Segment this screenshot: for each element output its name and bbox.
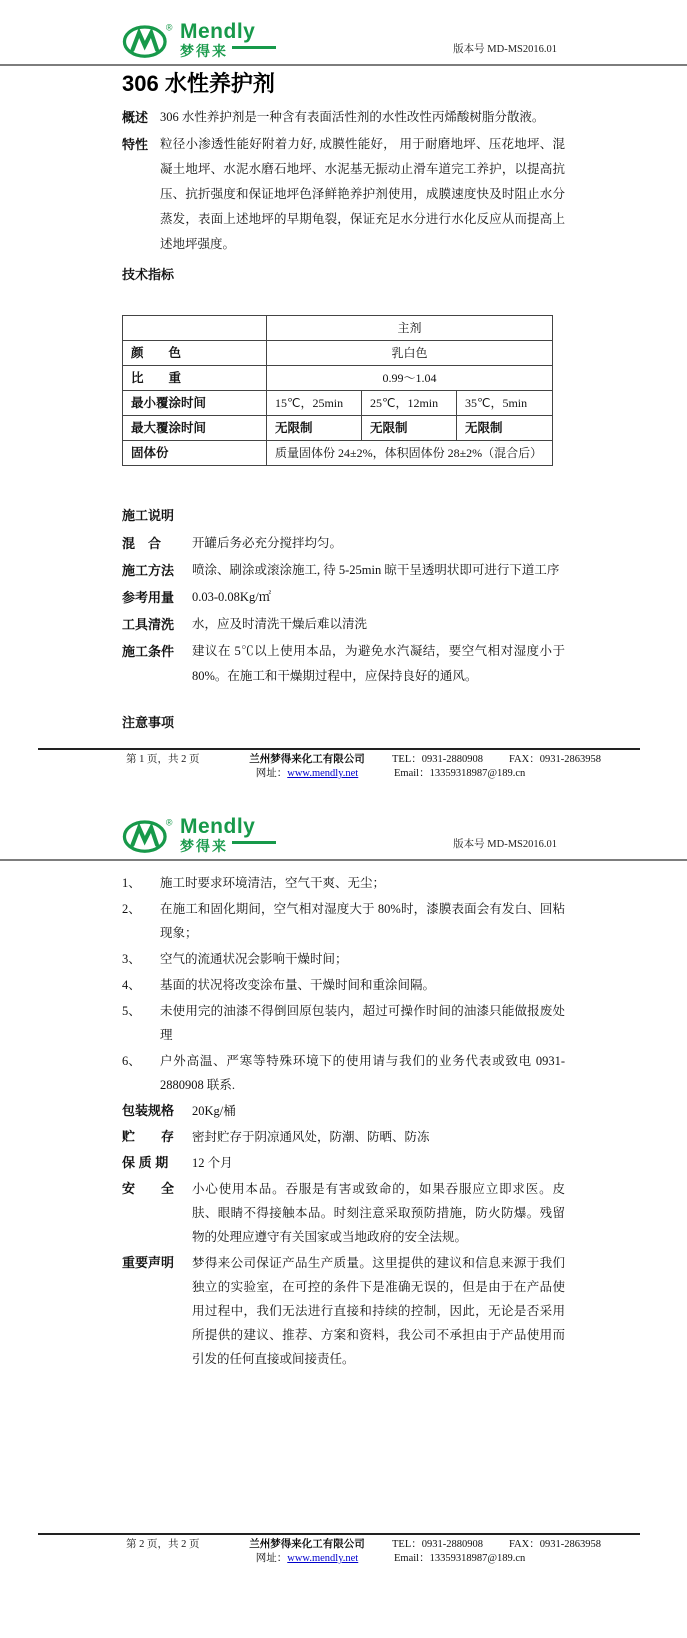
note-number: 6、 [122, 1054, 141, 1068]
shelf-life-row [122, 1151, 565, 1175]
note-item-6 [122, 1049, 565, 1097]
tech-heading: 技术指标 [122, 267, 175, 282]
page-1 [0, 0, 687, 795]
email-address: 13359318987@189.cn [429, 1553, 526, 1564]
row-text: 建议在 5℃以上使用本品，为避免水汽凝结，要空气相对湿度小于 80%。在施工和干燥期过程中，应保持良好的通风。 [192, 644, 565, 683]
table-row-max-recoat [123, 416, 553, 441]
page2-content [122, 871, 565, 1371]
table-row-label: 颜 色 [123, 341, 267, 366]
table-header-row [123, 316, 553, 341]
row-text: 密封贮存于阴凉通风处，防潮、防晒、防冻 [192, 1130, 430, 1144]
fax-label: FAX：0931-2863958 [509, 1539, 601, 1550]
row-text: 梦得来公司保证产品生产质量。这里提供的建议和信息来源于我们独立的实验室，在可控的条件下是准确无误的，但是由于在产品使用过程中，我们无法进行直接和持续的控制，因此，无论是否采用所提供的建议、推荐、方案和资料，我公司不承担由于产品使用而引发的任何直接或间接责任。 [192, 1256, 565, 1366]
table-col-header: 主剂 [267, 316, 553, 341]
logo-wordmark-en: Mendly [180, 19, 256, 43]
table-row-label: 比 重 [123, 366, 267, 391]
website-label: 网址： [255, 768, 288, 779]
row-text: 开罐后务必充分搅拌均匀。 [192, 536, 343, 550]
version-label: 版本号 MD-MS2016.01 [453, 839, 557, 850]
website-link[interactable]: www.mendly.net [287, 768, 359, 779]
fax-label: FAX：0931-2863958 [509, 754, 601, 765]
company-name: 兰州梦得来化工有限公司 [249, 1539, 365, 1550]
tel-label: TEL：0931-2880908 [392, 754, 483, 765]
mendly-emblem-icon [122, 21, 174, 59]
note-text: 户外高温、严寒等特殊环境下的使用请与我们的业务代表或致电 0931-2880908 联系. [160, 1054, 565, 1092]
table-row-gravity [123, 366, 553, 391]
overview-label: 概述 [122, 110, 149, 125]
website-row [238, 767, 376, 781]
page-2 [0, 795, 687, 1638]
note-item-1 [122, 871, 565, 895]
email-label: Email： [394, 768, 430, 779]
table-row-color [123, 341, 553, 366]
logo-wordmark-cn: 梦得来 [180, 837, 228, 854]
note-number: 2、 [122, 902, 141, 916]
note-number: 4、 [122, 978, 141, 992]
website-link[interactable]: www.mendly.net [287, 1553, 359, 1564]
row-label: 重要声明 [122, 1255, 175, 1270]
logo-underline [232, 46, 276, 49]
overview-row [122, 105, 565, 130]
note-text: 在施工和固化期间，空气相对湿度大于 80%时，漆膜表面会有发白、回粘现象； [160, 902, 565, 940]
table-cell: 质量固体份 24±2%，体积固体份 28±2%（混合后） [267, 441, 553, 466]
row-label: 包装规格 [122, 1103, 175, 1118]
notes-heading: 注意事项 [122, 715, 175, 730]
page-title: 306 水性养护剂 [122, 71, 275, 96]
row-label: 混 合 [122, 536, 162, 551]
features-row [122, 132, 565, 257]
page2-header [0, 795, 687, 854]
note-text: 空气的流通状况会影响干燥时间； [160, 952, 348, 966]
page1-footer [38, 748, 640, 781]
row-label: 施工方法 [122, 563, 175, 578]
registered-mark-icon: ® [165, 817, 173, 828]
logo-underline [232, 841, 276, 844]
note-item-3 [122, 947, 565, 971]
note-text: 基面的状况将改变涂布量、干燥时间和重涂间隔。 [160, 978, 436, 992]
storage-row [122, 1125, 565, 1149]
row-label: 贮 存 [122, 1129, 175, 1144]
header-rule [0, 64, 687, 66]
tech-table [122, 315, 553, 466]
row-text: 0.03-0.08Kg/㎡ [192, 590, 272, 604]
packaging-row [122, 1099, 565, 1123]
row-label: 工具清洗 [122, 617, 175, 632]
table-cell: 无限制 [457, 416, 553, 441]
version-label: 版本号 MD-MS2016.01 [453, 44, 557, 55]
disclaimer-row [122, 1251, 565, 1371]
construction-row-mixing [122, 531, 565, 556]
construction-row-conditions [122, 639, 565, 689]
overview-text: 306 水性养护剂是一种含有表面活性剂的水性改性丙烯酸树脂分散液。 [160, 110, 545, 124]
table-cell: 无限制 [267, 416, 362, 441]
note-number: 5、 [122, 1004, 141, 1018]
email-label: Email： [394, 1553, 430, 1564]
row-text: 12 个月 [192, 1156, 233, 1170]
page-number: 第 1 页，共 2 页 [126, 754, 200, 765]
table-cell: 0.99～1.04 [267, 366, 553, 391]
safety-row [122, 1177, 565, 1249]
header-rule [0, 859, 687, 861]
table-cell-empty [123, 316, 267, 341]
logo-text [180, 19, 276, 59]
construction-row-cleaning [122, 612, 565, 637]
row-text: 水，应及时清洗干燥后难以清洗 [192, 617, 368, 631]
construction-heading: 施工说明 [122, 508, 175, 523]
row-label: 参考用量 [122, 590, 175, 605]
row-text: 20Kg/桶 [192, 1104, 236, 1118]
note-item-5 [122, 999, 565, 1047]
logo-wordmark-en: Mendly [180, 814, 256, 838]
construction-row-method [122, 558, 565, 583]
page2-footer [38, 1533, 640, 1566]
construction-section [122, 504, 565, 689]
logo-wordmark-cn: 梦得来 [180, 42, 228, 59]
brand-logo [122, 816, 276, 854]
registered-mark-icon: ® [165, 22, 173, 33]
note-number: 1、 [122, 876, 141, 890]
table-cell: 乳白色 [267, 341, 553, 366]
note-text: 施工时要求环境清洁，空气干爽、无尘； [160, 876, 386, 890]
features-label: 特性 [122, 137, 149, 152]
row-text: 小心使用本品。吞服是有害或致命的，如果吞服应立即求医。皮肤、眼睛不得接触本品。时刻注意采取预防措施，防火防爆。残留物的处理应遵守有关国家或当地政府的安全法规。 [192, 1182, 565, 1244]
table-row-label: 最小覆涂时间 [123, 391, 267, 416]
info-section [122, 1099, 565, 1371]
row-label: 安 全 [122, 1181, 175, 1196]
row-text: 喷涂、刷涂或滚涂施工, 待 5-25min 晾干呈透明状即可进行下道工序 [192, 563, 560, 577]
logo-text [180, 814, 276, 854]
table-row-label: 固体份 [123, 441, 267, 466]
table-cell: 25℃，12min [362, 391, 457, 416]
table-row-label: 最大覆涂时间 [123, 416, 267, 441]
email-address: 13359318987@189.cn [429, 768, 526, 779]
brand-logo [122, 21, 276, 59]
table-row-min-recoat [123, 391, 553, 416]
features-text: 粒径小渗透性能好附着力好, 成膜性能好， 用于耐磨地坪、压花地坪、混凝土地坪、水泥水磨石地坪、水泥基无振动止滑车道完工养护，以提高抗压、抗折强度和保证地坪色泽鲜艳养护剂使用，成膜速度快及时阻止水分蒸发，表面上述地坪的早期龟裂，保证充足水分进行水化反应从而提高上述地坪强度。 [160, 137, 565, 251]
website-row [238, 1552, 376, 1566]
table-cell: 无限制 [362, 416, 457, 441]
construction-row-dosage [122, 585, 565, 610]
note-text: 未使用完的油漆不得倒回原包装内，超过可操作时间的油漆只能做报废处理 [160, 1004, 565, 1042]
table-cell: 15℃，25min [267, 391, 362, 416]
row-label: 施工条件 [122, 644, 175, 659]
note-item-4 [122, 973, 565, 997]
note-item-2 [122, 897, 565, 945]
page-number: 第 2 页，共 2 页 [126, 1539, 200, 1550]
email-row [392, 1552, 601, 1566]
company-name: 兰州梦得来化工有限公司 [249, 754, 365, 765]
tel-label: TEL：0931-2880908 [392, 1539, 483, 1550]
email-row [392, 767, 601, 781]
mendly-emblem-icon [122, 816, 174, 854]
page1-content [122, 70, 565, 734]
table-row-solids [123, 441, 553, 466]
table-cell: 35℃，5min [457, 391, 553, 416]
row-label: 保 质 期 [122, 1155, 169, 1170]
website-label: 网址： [255, 1553, 288, 1564]
note-number: 3、 [122, 952, 141, 966]
page1-header [0, 0, 687, 59]
